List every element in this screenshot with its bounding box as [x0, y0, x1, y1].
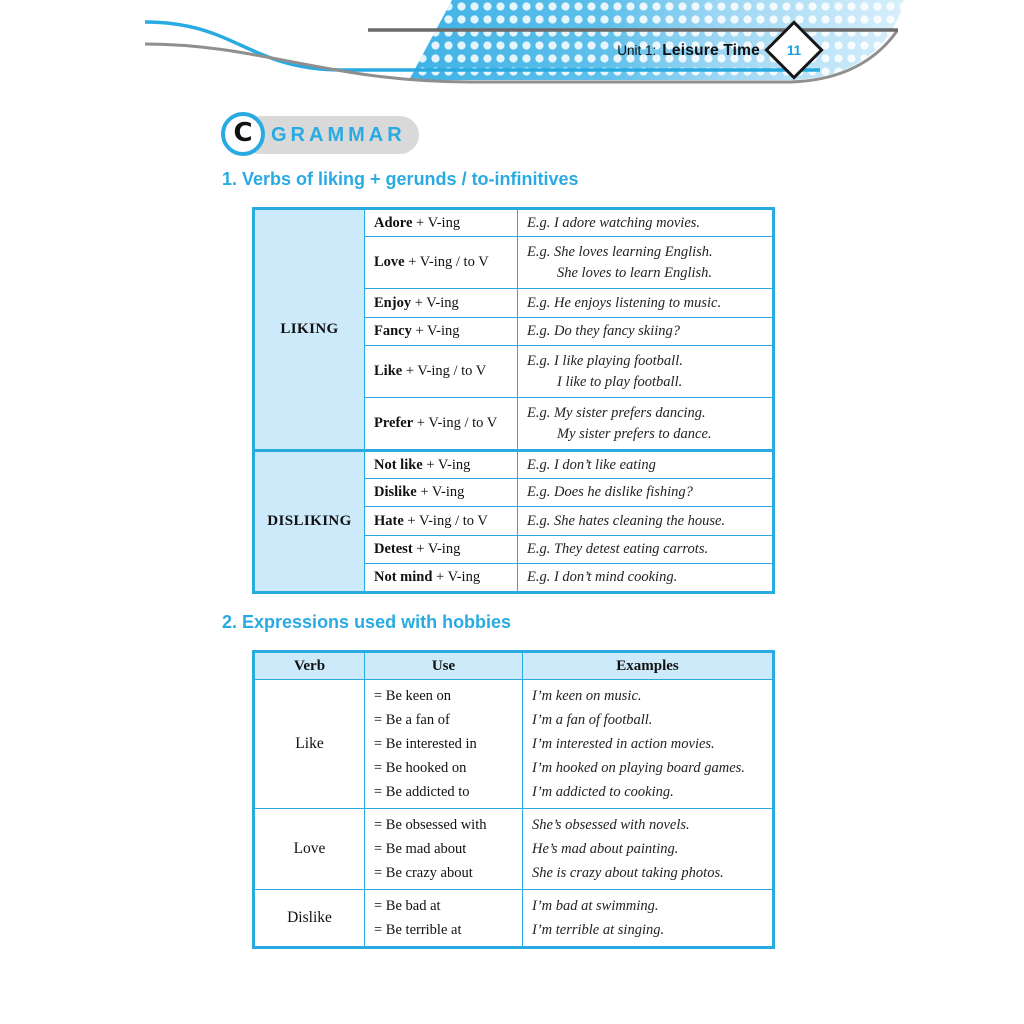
group-cell-liking: LIKING — [254, 209, 365, 451]
example-line: I’m addicted to cooking. — [532, 784, 674, 800]
example-line: I’m interested in action movies. — [532, 736, 715, 752]
example-line: My sister prefers to dance. — [557, 425, 712, 442]
use-line: = Be obsessed with — [374, 817, 487, 833]
use-line: = Be terrible at — [374, 922, 462, 938]
pattern-cell — [365, 507, 518, 536]
example-cell — [518, 289, 774, 318]
pattern-cell — [365, 209, 518, 237]
pattern-label: + V-ing — [416, 484, 465, 500]
verb-label: Not like — [374, 456, 423, 473]
verb-cell: Like — [254, 680, 365, 809]
verb-cell: Dislike — [254, 890, 365, 948]
example-line: E.g. I adore watching movies. — [527, 214, 701, 231]
example-line: E.g. She loves learning English. — [527, 243, 713, 260]
grammar-badge — [221, 112, 421, 158]
example-line: E.g. I don’t mind cooking. — [527, 569, 678, 585]
use-cell — [365, 809, 523, 890]
example-cell — [523, 809, 774, 890]
example-line: E.g. Do they fancy skiing? — [527, 323, 681, 339]
example-line: She loves to learn English. — [557, 264, 713, 281]
example-cell — [518, 398, 774, 451]
section2-title: 2. Expressions used with hobbies — [222, 612, 512, 632]
pattern-cell — [365, 318, 518, 346]
example-cell — [518, 564, 774, 593]
example-line: She’s obsessed with novels. — [532, 817, 690, 833]
pattern-cell — [365, 564, 518, 593]
verb-label: Not mind — [374, 569, 433, 585]
example-line: E.g. She hates cleaning the house. — [527, 512, 726, 529]
use-line: = Be mad about — [374, 841, 467, 857]
column-header-examples: Examples — [523, 652, 774, 680]
pattern-label: + V-ing / to V — [413, 415, 498, 431]
grammar-icon — [221, 112, 265, 156]
use-line: = Be crazy about — [374, 865, 473, 881]
use-line: = Be addicted to — [374, 784, 470, 800]
unit-label: Unit 1: — [617, 43, 657, 58]
pattern-label: + V-ing — [412, 214, 461, 231]
example-cell — [518, 536, 774, 564]
use-line: = Be a fan of — [374, 712, 450, 728]
example-cell — [518, 237, 774, 289]
example-cell — [518, 346, 774, 398]
halftone-banner — [409, 0, 904, 80]
example-cell — [518, 479, 774, 507]
example-line: I’m terrible at singing. — [532, 922, 665, 938]
example-line: He’s mad about painting. — [532, 841, 679, 857]
example-cell — [518, 318, 774, 346]
expressions-table — [252, 650, 775, 949]
example-line: I’m hooked on playing board games. — [532, 760, 745, 776]
pattern-label: + V-ing — [422, 456, 471, 473]
pattern-label: + V-ing — [411, 294, 459, 311]
table-row — [254, 451, 774, 479]
header-decoration — [0, 0, 1024, 115]
table-row — [254, 680, 774, 809]
example-line: I’m keen on music. — [532, 688, 642, 704]
pattern-cell — [365, 479, 518, 507]
page-number-diamond — [764, 20, 824, 80]
pattern-cell — [365, 536, 518, 564]
example-line: E.g. I like playing football. — [527, 352, 683, 369]
pattern-label: + V-ing — [412, 541, 461, 557]
verb-label: Fancy — [374, 323, 412, 339]
verb-label: Detest — [374, 541, 413, 557]
unit-header — [617, 42, 760, 60]
example-cell — [518, 451, 774, 479]
example-line: She is crazy about taking photos. — [532, 865, 724, 881]
verb-label: Adore — [374, 214, 413, 231]
section1-title: 1. Verbs of liking + gerunds / to-infinitives — [222, 169, 579, 189]
table-row — [254, 890, 774, 948]
example-cell — [523, 890, 774, 948]
example-cell — [518, 209, 774, 237]
verb-cell: Love — [254, 809, 365, 890]
table-header-row — [254, 652, 774, 680]
pattern-label: + V-ing — [411, 323, 460, 339]
example-line: I’m bad at swimming. — [532, 898, 659, 914]
use-line: = Be interested in — [374, 736, 477, 752]
pattern-label: + V-ing / to V — [403, 512, 488, 529]
verb-label: Prefer — [374, 415, 414, 431]
unit-title: Leisure Time — [662, 42, 760, 59]
verb-label: Hate — [374, 512, 404, 529]
example-line: I like to play football. — [557, 373, 683, 390]
example-line: E.g. I don’t like eating — [527, 456, 656, 473]
use-cell — [365, 680, 523, 809]
column-header-verb: Verb — [254, 652, 365, 680]
pattern-label: + V-ing — [432, 569, 481, 585]
badge-label: GRAMMAR — [271, 124, 406, 146]
group-cell-disliking: DISLIKING — [254, 451, 365, 593]
table-row — [254, 209, 774, 237]
pattern-cell — [365, 346, 518, 398]
pattern-cell — [365, 237, 518, 289]
use-line: = Be keen on — [374, 688, 452, 704]
example-cell — [523, 680, 774, 809]
pattern-cell — [365, 398, 518, 451]
column-header-use: Use — [365, 652, 523, 680]
liking-table — [252, 207, 775, 594]
pattern-label: + V-ing / to V — [404, 254, 489, 270]
verb-label: Dislike — [374, 484, 417, 500]
table-row — [254, 809, 774, 890]
example-cell — [518, 507, 774, 536]
example-line: E.g. They detest eating carrots. — [527, 541, 709, 557]
page-number: 11 — [786, 42, 802, 58]
use-line: = Be hooked on — [374, 760, 467, 776]
use-cell — [365, 890, 523, 948]
use-line: = Be bad at — [374, 898, 441, 914]
example-line: I’m a fan of football. — [532, 712, 653, 728]
example-line: E.g. My sister prefers dancing. — [527, 404, 706, 421]
grammar-icon-letter: C — [233, 118, 253, 148]
example-line: E.g. He enjoys listening to music. — [527, 294, 722, 311]
verb-label: Love — [374, 254, 405, 270]
pattern-cell — [365, 289, 518, 318]
verb-label: Enjoy — [374, 294, 412, 311]
example-line: E.g. Does he dislike fishing? — [527, 484, 693, 500]
pattern-cell — [365, 451, 518, 479]
verb-label: Like — [374, 363, 403, 379]
pattern-label: + V-ing / to V — [402, 363, 487, 379]
